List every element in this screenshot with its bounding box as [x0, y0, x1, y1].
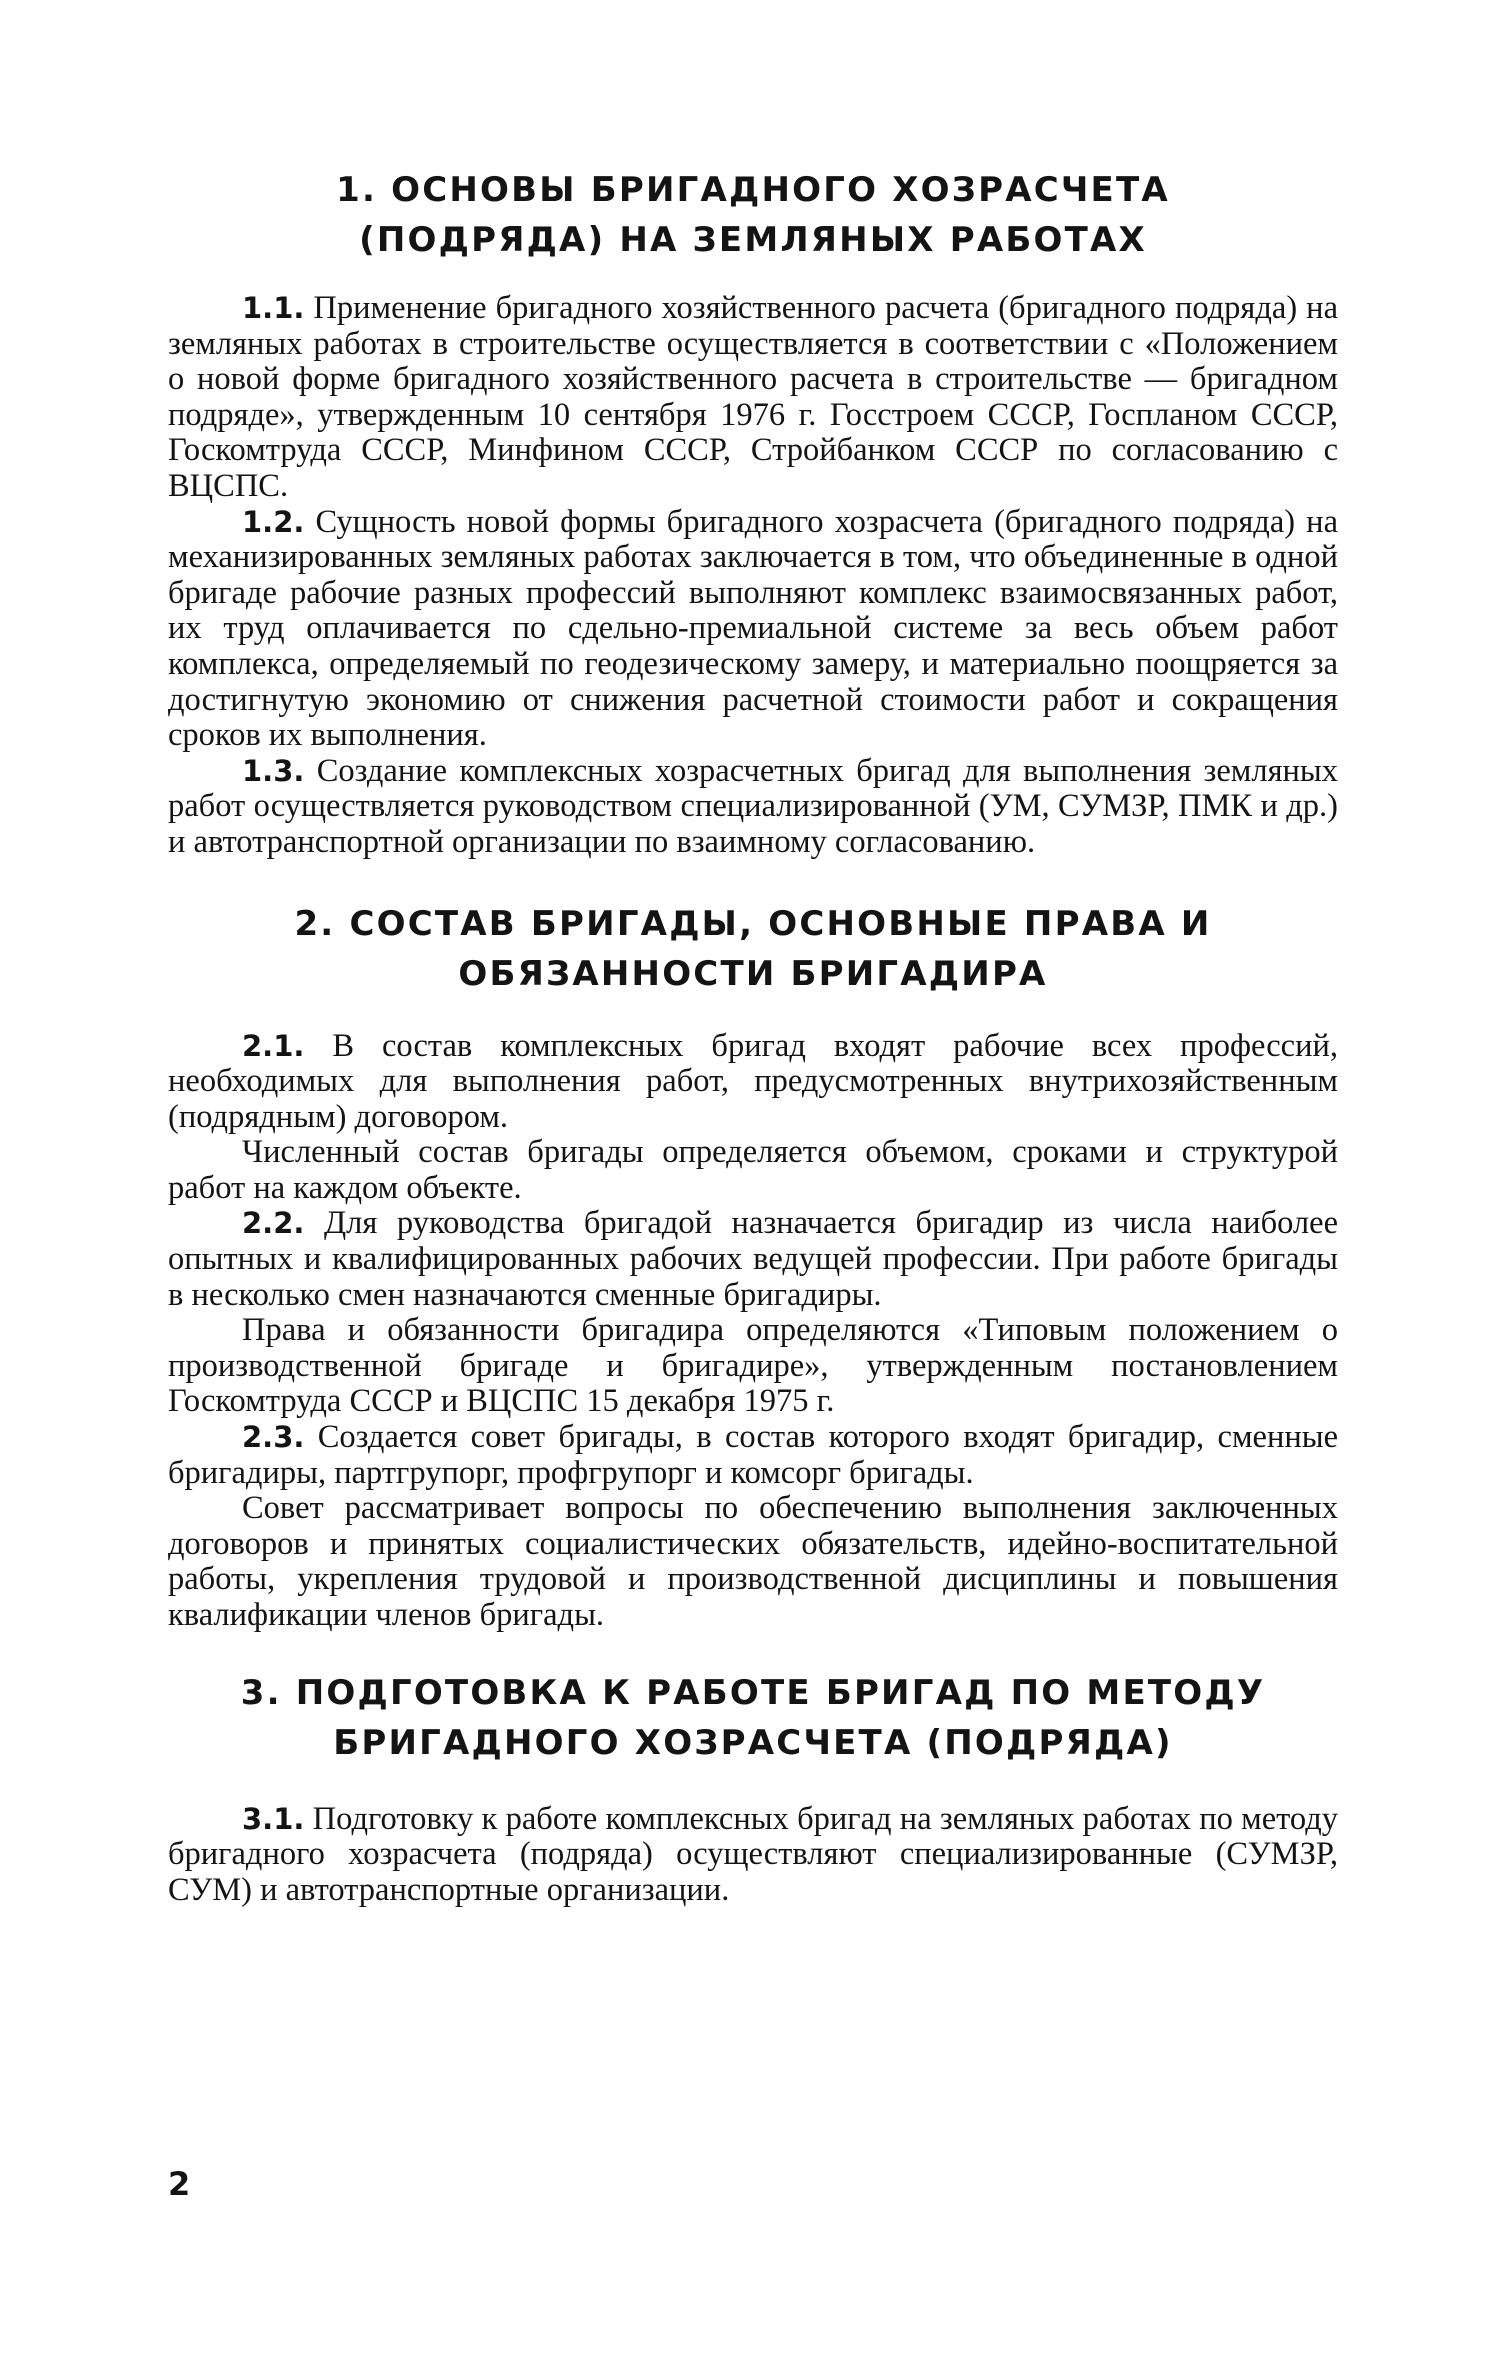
paragraph-number: 2.2. [242, 1206, 305, 1241]
document-page [168, 165, 1338, 1908]
paragraph-number: 1.2. [242, 504, 305, 539]
paragraph-number: 3.1. [242, 1801, 305, 1836]
paragraph-2-2-continued [168, 1313, 1338, 1420]
paragraph-number: 1.1. [242, 291, 305, 325]
paragraph-2-1 [168, 1029, 1338, 1136]
paragraph-text: Совет рассматривает вопросы по обеспечению выполнения заключенных договоров и принятых социалистических обязательств, идейно-воспитательной работы, укрепления трудовой и производственной дисциплины и повышения квалификации членов бригады. [168, 1490, 1338, 1633]
paragraph-text: Права и обязанности бригадира определяются «Типовым положением о производственной бригаде и бригадире», утвержденным постановлением Госкомтруда СССР и ВЦСПС 15 декабря 1975 г. [168, 1312, 1338, 1420]
paragraph-text: Сущность новой формы бригадного хозрасчета (бригадного подряда) на механизированных земляных работах заключается в том, что объединенные в одной бригаде рабочие разных профессий выполняют комплекс взаимосвязанных работ, их труд оплачивается по сдельно-премиальной системе за весь объем работ комплекса, определяемый по геодезическому замеру, и материально поощряется за достигнутую экономию от снижения расчетной стоимости работ и сокращения сроков их выполнения. [168, 503, 1338, 754]
paragraph-text: Численный состав бригады определяется объемом, сроками и структурой работ на каждом объекте. [168, 1134, 1338, 1206]
page-number: 2 [168, 2165, 191, 2203]
paragraph-text: В состав комплексных бригад входят рабочие всех профессий, необходимых для выполнения работ, предусмотренных внутрихозяйственным (подрядным) договором. [168, 1027, 1338, 1135]
section-1-heading: 1. ОСНОВЫ БРИГАДНОГО ХОЗРАСЧЕТА (ПОДРЯДА) НА ЗЕМЛЯНЫХ РАБОТАХ [336, 170, 1170, 260]
paragraph-3-1 [168, 1802, 1338, 1909]
paragraph-text: Подготовку к работе комплексных бригад на земляных работах по методу бригадного хозрасчета (подряда) осуществляют специализированные (СУМЗР, СУМ) и автотранспортные организации. [168, 1800, 1338, 1908]
section-3-heading: 3. ПОДГОТОВКА К РАБОТЕ БРИГАД ПО МЕТОДУ БРИГАДНОГО ХОЗРАСЧЕТА (ПОДРЯДА) [240, 1672, 1266, 1763]
paragraph-2-3-continued [168, 1491, 1338, 1633]
paragraph-text: Для руководства бригадой назначается бригадир из числа наиболее опытных и квалифицированных рабочих ведущей профессии. При работе бригады в несколько смен назначаются сменные бригадиры. [168, 1205, 1338, 1313]
paragraph-text: Применение бригадного хозяйственного расчета (бригадного подряда) на земляных работах в строительстве осуществляется в соответствии с «Положением о новой форме бригадного хозяйственного расчета в строительстве — бригадном подряде», утвержденным 10 сентября 1976 г. Госстроем СССР, Госпланом СССР, Госкомтруда СССР, Минфином СССР, Стройбанком СССР по согласованию с ВЦСПС. [168, 290, 1339, 504]
paragraph-2-3 [168, 1420, 1338, 1491]
paragraph-text: Создается совет бригады, в состав которого входят бригадир, сменные бригадиры, партгрупорг, профгрупорг и комсорг бригады. [168, 1419, 1338, 1491]
paragraph-1-3 [168, 754, 1338, 861]
paragraph-2-1-continued [168, 1135, 1338, 1206]
paragraph-text: Создание комплексных хозрасчетных бригад для выполнения земляных работ осуществляется руководством специализированной (УМ, СУМЗР, ПМК и др.) и автотранспортной организации по взаимному согласованию. [168, 752, 1338, 860]
paragraph-number: 2.3. [242, 1420, 305, 1455]
paragraph-1-2 [168, 505, 1338, 754]
paragraph-number: 2.1. [242, 1028, 305, 1063]
section-2-heading: 2. СОСТАВ БРИГАДЫ, ОСНОВНЫЕ ПРАВА И ОБЯЗАННОСТИ БРИГАДИРА [294, 903, 1212, 994]
paragraph-number: 1.3. [242, 753, 305, 788]
paragraph-1-1 [168, 291, 1338, 505]
paragraph-2-2 [168, 1206, 1338, 1313]
